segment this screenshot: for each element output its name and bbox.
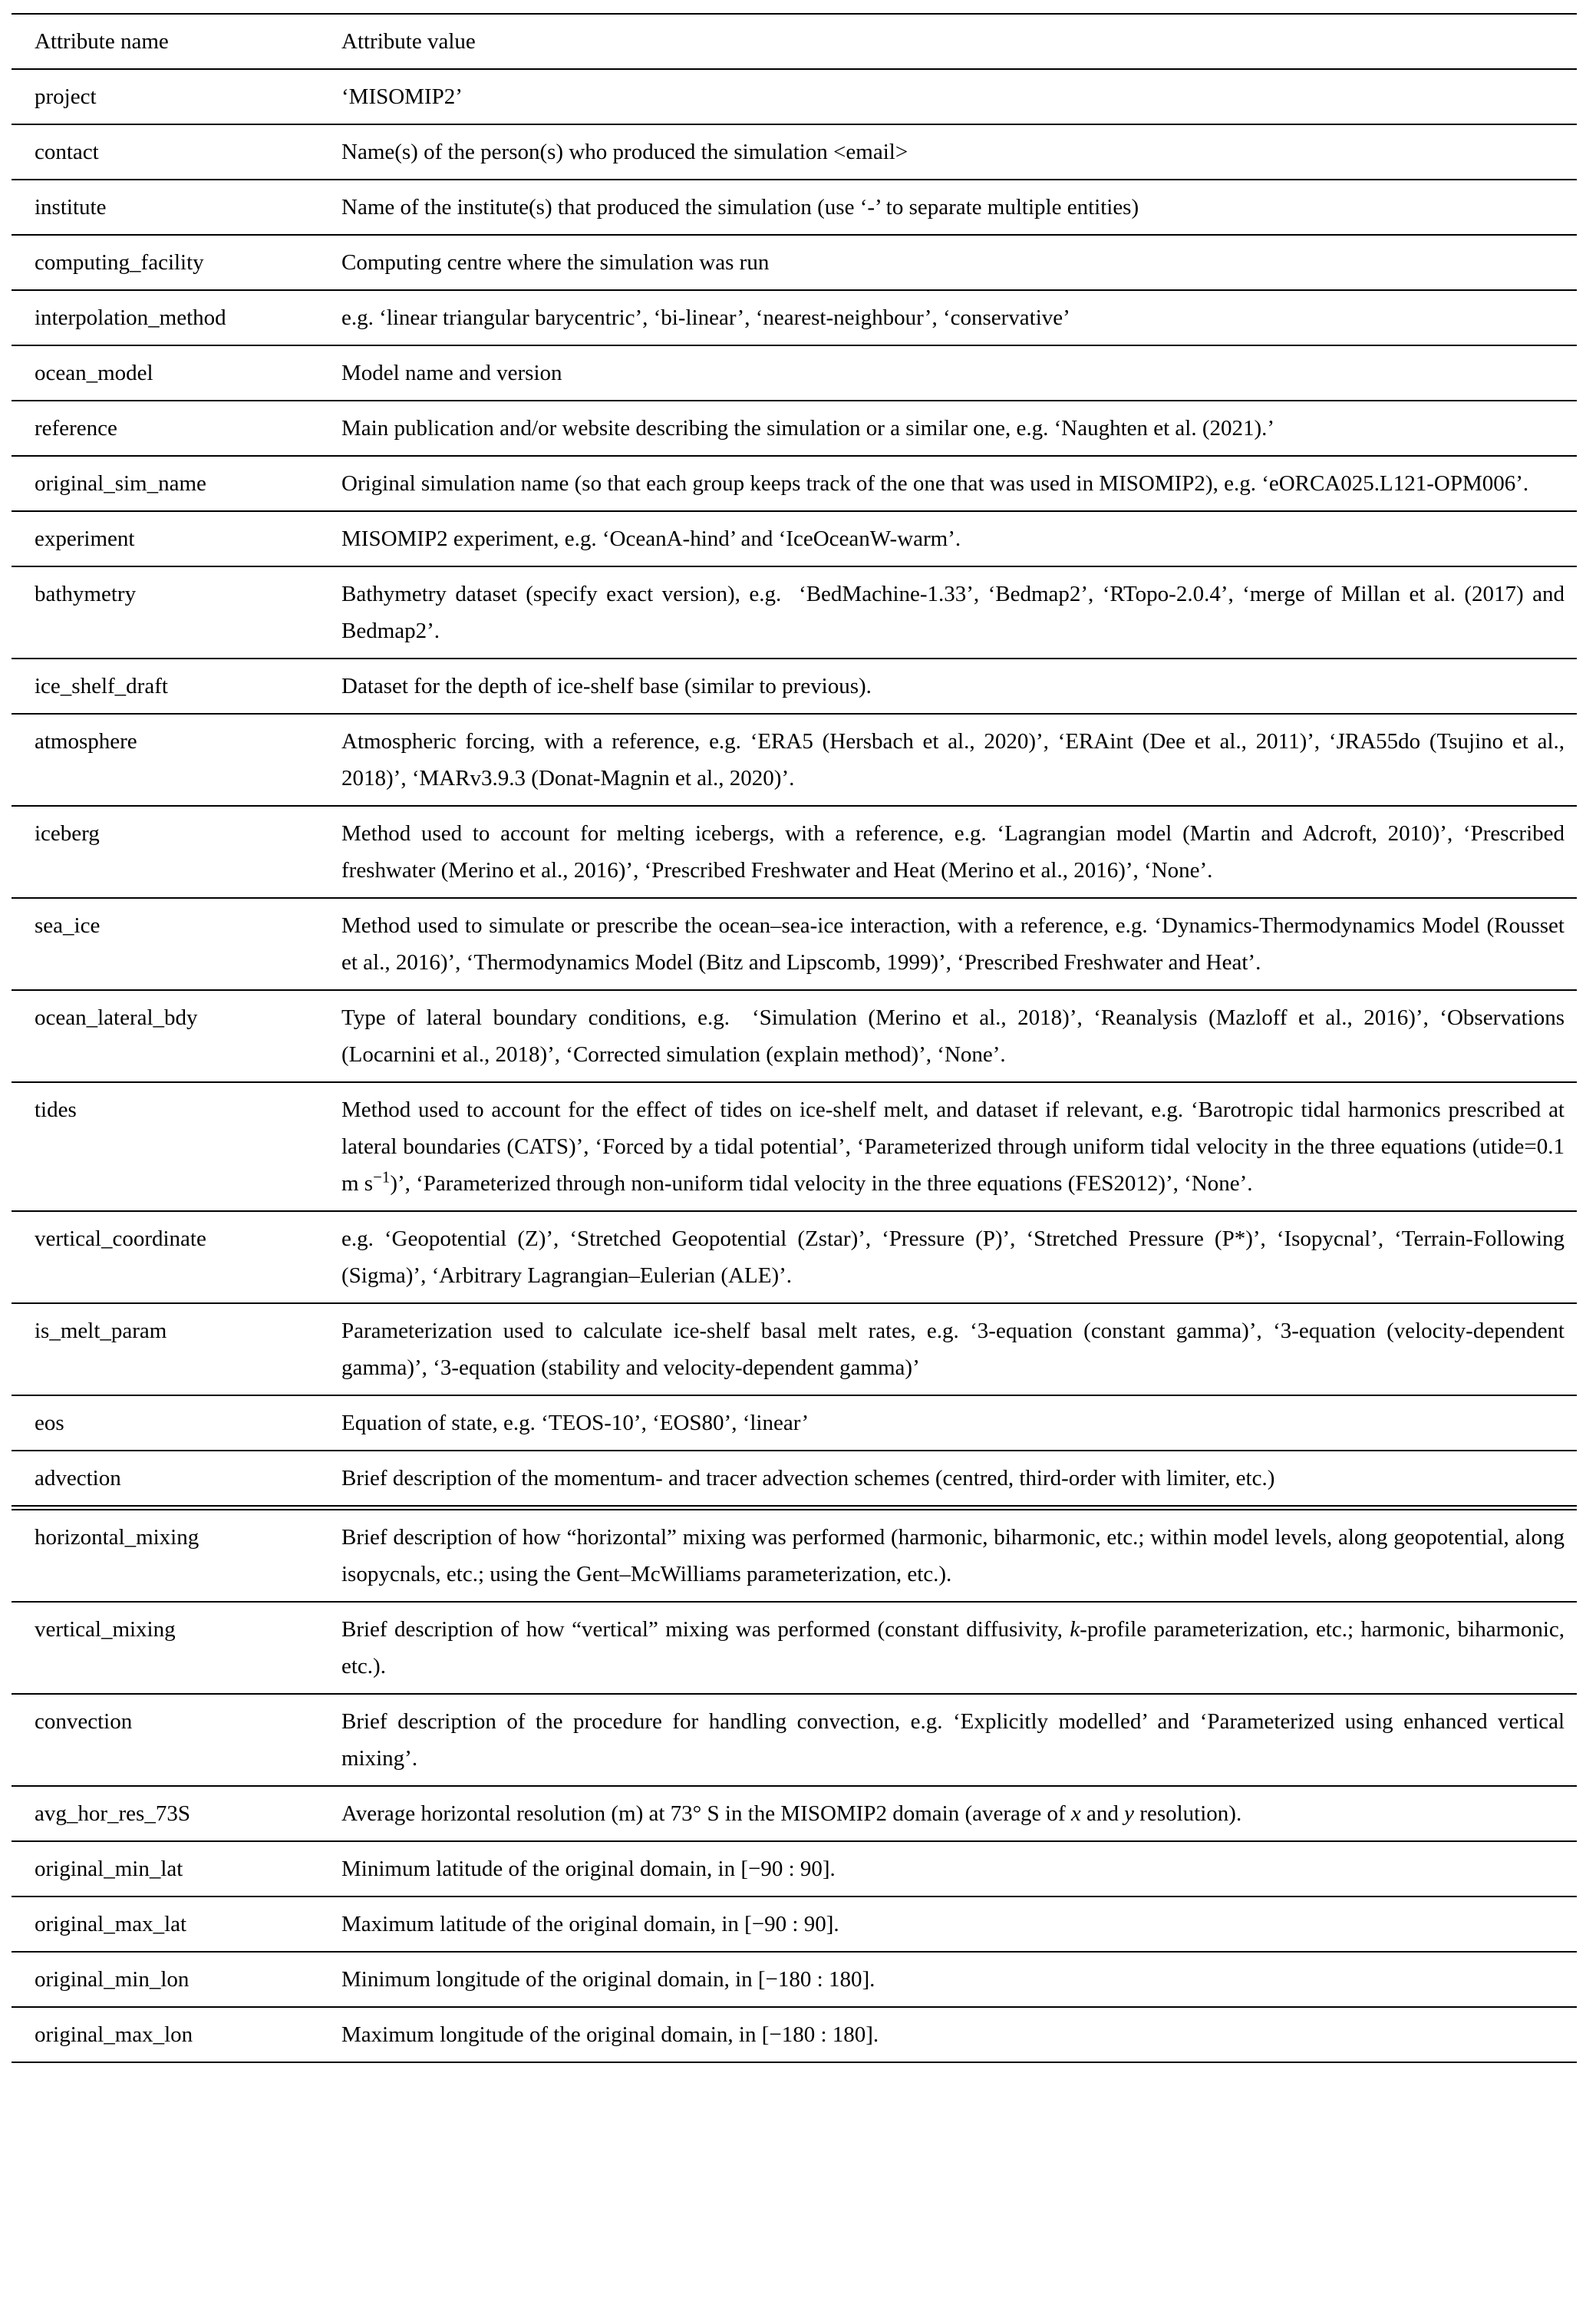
- table-row: [12, 290, 1577, 345]
- attribute-name-cell: original_max_lat: [35, 1912, 187, 1936]
- attribute-name-cell: bathymetry: [35, 582, 137, 606]
- attribute-name-cell: tides: [35, 1098, 77, 1122]
- table-row: [12, 180, 1577, 235]
- attribute-name-cell: atmosphere: [35, 729, 137, 754]
- attribute-value-cell: Minimum latitude of the original domain, in [−90 : 90].: [341, 1857, 836, 1881]
- table-row: [12, 511, 1577, 566]
- table-row: [12, 1451, 1577, 1508]
- attribute-value-cell: Name of the institute(s) that produced the simulation (use ‘-’ to separate multiple entities): [341, 195, 1139, 220]
- attribute-name-cell: eos: [35, 1411, 64, 1435]
- attribute-name-cell: institute: [35, 195, 107, 220]
- table-row: [12, 1694, 1577, 1786]
- header-row: [12, 14, 1577, 69]
- attribute-name-cell: convection: [35, 1709, 133, 1734]
- table-header: [12, 14, 1577, 69]
- table-row: [12, 345, 1577, 401]
- table-row: [12, 1602, 1577, 1694]
- attribute-name-cell: original_min_lat: [35, 1857, 183, 1881]
- table-row: [12, 1211, 1577, 1303]
- attribute-value-cell: Brief description of how “horizontal” mixing was performed (harmonic, biharmonic, etc.; within model levels, along geopotential, along isopycnals, etc.; using the Gent–McWilliams parameterization, etc.).: [341, 1525, 1565, 1586]
- table-row: [12, 1303, 1577, 1395]
- attribute-value-cell: Computing centre where the simulation was run: [341, 250, 770, 275]
- attribute-value-header: Attribute value: [341, 29, 476, 54]
- attribute-name-cell: ocean_lateral_bdy: [35, 1005, 198, 1030]
- attribute-value-cell: e.g. ‘Geopotential (Z)’, ‘Stretched Geopotential (Zstar)’, ‘Pressure (P)’, ‘Stretched Pressure (P*)’, ‘Isopycnal’, ‘Terrain-Following (Sigma)’, ‘Arbitrary Lagrangian–Eulerian (ALE)’.: [341, 1226, 1565, 1288]
- attribute-name-header: Attribute name: [35, 29, 169, 54]
- attribute-name-cell: original_min_lon: [35, 1967, 190, 1992]
- table-row: [12, 1395, 1577, 1451]
- attribute-name-cell: iceberg: [35, 821, 100, 846]
- attribute-value-cell: Dataset for the depth of ice-shelf base (similar to previous).: [341, 674, 872, 698]
- attribute-value-cell: MISOMIP2 experiment, e.g. ‘OceanA-hind’ and ‘IceOceanW-warm’.: [341, 527, 961, 551]
- table-row: [12, 124, 1577, 180]
- table-row: [12, 1841, 1577, 1897]
- attribute-value-cell: Brief description of the momentum- and tracer advection schemes (centred, third-order with limiter, etc.): [341, 1466, 1275, 1490]
- table-row: [12, 659, 1577, 714]
- attribute-value-cell: Maximum longitude of the original domain, in [−180 : 180].: [341, 2022, 879, 2047]
- attribute-value-cell: Brief description of the procedure for handling convection, e.g. ‘Explicitly modelled’ and ‘Parameterized using enhanced vertical mixing’.: [341, 1709, 1565, 1771]
- table-row: [12, 456, 1577, 511]
- table-row: [12, 2007, 1577, 2062]
- attribute-value-cell: Atmospheric forcing, with a reference, e.g. ‘ERA5 (Hersbach et al., 2020)’, ‘ERAint (Dee et al., 2011)’, ‘JRA55do (Tsujino et al., 2018)’, ‘MARv3.9.3 (Donat-Magnin et al., 2020)’.: [341, 729, 1565, 791]
- attribute-value-cell: Minimum longitude of the original domain, in [−180 : 180].: [341, 1967, 875, 1992]
- attribute-name-cell: project: [35, 84, 97, 109]
- attribute-value-cell: Method used to simulate or prescribe the ocean–sea-ice interaction, with a reference, e.g. ‘Dynamics-Thermodynamics Model (Rousset et al., 2016)’, ‘Thermodynamics Model (Bitz and Lipscomb, 1999)’, ‘Prescribed Freshwater and Heat’.: [341, 913, 1565, 975]
- attribute-value-cell: Bathymetry dataset (specify exact version), e.g. ‘BedMachine-1.33’, ‘Bedmap2’, ‘RTopo-2.0.4’, ‘merge of Millan et al. (2017) and Bedmap2’.: [341, 582, 1565, 643]
- table-row: [12, 898, 1577, 990]
- attribute-name-cell: ice_shelf_draft: [35, 674, 168, 698]
- attribute-value-cell: e.g. ‘linear triangular barycentric’, ‘bi-linear’, ‘nearest-neighbour’, ‘conservative’: [341, 305, 1070, 330]
- attribute-value-cell: Method used to account for melting icebergs, with a reference, e.g. ‘Lagrangian model (Martin and Adcroft, 2010)’, ‘Prescribed freshwater (Merino et al., 2016)’, ‘Prescribed Freshwater and Heat (Merino et al., 2016)’, ‘None’.: [341, 821, 1565, 883]
- attribute-value-cell: Original simulation name (so that each group keeps track of the one that was used in MISOMIP2), e.g. ‘eORCA025.L121-OPM006’.: [341, 471, 1529, 496]
- attribute-value-cell: Average horizontal resolution (m) at 73° S in the MISOMIP2 domain (average of x and y resolution).: [341, 1801, 1242, 1826]
- attribute-name-cell: original_sim_name: [35, 471, 206, 496]
- attribute-value-cell: Model name and version: [341, 361, 562, 385]
- attribute-name-cell: vertical_mixing: [35, 1617, 176, 1642]
- table-row: [12, 1786, 1577, 1841]
- attribute-value-cell: ‘MISOMIP2’: [341, 84, 463, 109]
- table-row: [12, 566, 1577, 659]
- attribute-name-cell: ocean_model: [35, 361, 153, 385]
- table-row: [12, 1082, 1577, 1211]
- attribute-value-cell: Method used to account for the effect of tides on ice-shelf melt, and dataset if relevant, e.g. ‘Barotropic tidal harmonics prescribed at lateral boundaries (CATS)’, ‘Forced by a tidal potential’, ‘Parameterized through uniform tidal velocity in the three equations (utide=0.1 m $s^{-1}$)’, ‘Parameterized through non-uniform tidal velocity in the three equations (FES2012)’, ‘None’.: [341, 1098, 1565, 1196]
- attribute-name-cell: avg_hor_res_73S: [35, 1801, 190, 1826]
- attribute-name-cell: contact: [35, 140, 99, 164]
- attribute-value-cell: Parameterization used to calculate ice-shelf basal melt rates, e.g. ‘3-equation (constant gamma)’, ‘3-equation (velocity-dependent gamma)’, ‘3-equation (stability and velocity-dependent gamma)’: [341, 1319, 1565, 1380]
- attributes-table: [12, 13, 1577, 2063]
- table-row: [12, 714, 1577, 806]
- table-row: [12, 69, 1577, 124]
- table-row: [12, 235, 1577, 290]
- table-row: [12, 1952, 1577, 2007]
- attribute-name-cell: advection: [35, 1466, 121, 1490]
- table-row: [12, 806, 1577, 898]
- attribute-name-cell: computing_facility: [35, 250, 204, 275]
- attribute-name-cell: vertical_coordinate: [35, 1226, 206, 1251]
- table-row: [12, 1508, 1577, 1603]
- attribute-name-cell: horizontal_mixing: [35, 1525, 199, 1550]
- attribute-value-cell: Main publication and/or website describing the simulation or a similar one, e.g. ‘Naughten et al. (2021).’: [341, 416, 1275, 441]
- attribute-value-cell: Name(s) of the person(s) who produced the simulation <email>: [341, 140, 908, 164]
- table-row: [12, 401, 1577, 456]
- attribute-name-cell: experiment: [35, 527, 135, 551]
- attribute-name-cell: sea_ice: [35, 913, 101, 938]
- attribute-name-cell: interpolation_method: [35, 305, 226, 330]
- table-row: [12, 1897, 1577, 1952]
- attribute-value-cell: Maximum latitude of the original domain, in [−90 : 90].: [341, 1912, 839, 1936]
- attribute-value-cell: Type of lateral boundary conditions, e.g. ‘Simulation (Merino et al., 2018)’, ‘Reanalysis (Mazloff et al., 2016)’, ‘Observations (Locarnini et al., 2018)’, ‘Corrected simulation (explain method)’, ‘None’.: [341, 1005, 1565, 1067]
- attribute-value-cell: Equation of state, e.g. ‘TEOS-10’, ‘EOS80’, ‘linear’: [341, 1411, 809, 1435]
- attribute-value-cell: Brief description of how “vertical” mixing was performed (constant diffusivity, k-profile parameterization, etc.; harmonic, biharmonic, etc.).: [341, 1617, 1565, 1679]
- table-body: [12, 69, 1577, 2062]
- attribute-name-cell: original_max_lon: [35, 2022, 193, 2047]
- attribute-name-cell: reference: [35, 416, 117, 441]
- table-row: [12, 990, 1577, 1082]
- attribute-name-cell: is_melt_param: [35, 1319, 167, 1343]
